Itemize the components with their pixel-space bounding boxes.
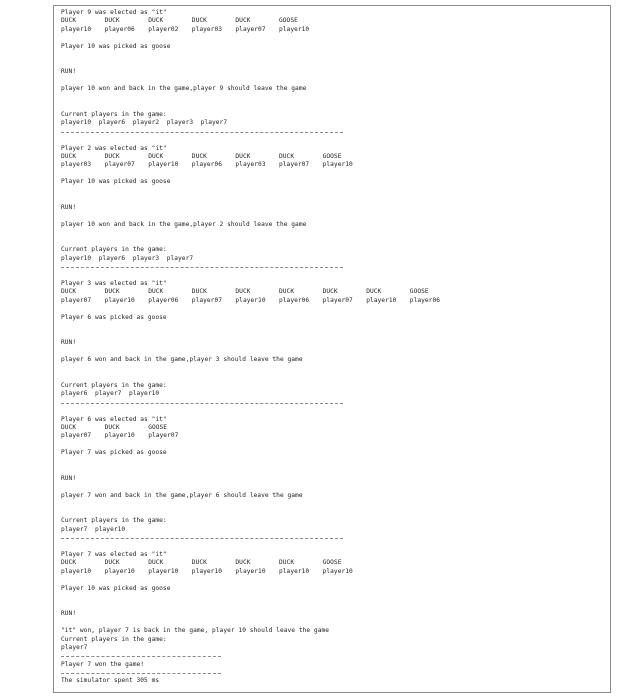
players-row-cell: player07 [191,296,222,304]
roles-row-cell: DUCK [235,17,251,25]
separator-line [61,128,601,136]
roles-row-cell: DUCK [104,288,120,296]
roles-row-cell: DUCK [191,288,207,296]
spacer [61,186,601,203]
run-line: RUN! [61,339,77,347]
roles-row-cell: DUCK [279,288,295,296]
current-players-list: player6 player7 player10 [61,390,160,398]
spacer [61,348,601,357]
roles-row-cell: DUCK [235,288,251,296]
players-row-cell: player10 [366,296,397,304]
spacer [61,322,601,339]
players-row-cell: player07 [104,161,135,169]
roles-row-cell: GOOSE [409,288,429,296]
roles-row [61,424,601,432]
players-row-cell: player10 [279,567,310,575]
roles-row-cell: DUCK [279,559,295,567]
spacer [61,94,601,111]
spacer [61,212,601,221]
roles-row-cell: DUCK [148,288,164,296]
roles-row-cell: DUCK [191,559,207,567]
result-line: player 10 won and back in the game,player 2 should leave the game [61,220,307,228]
roles-row-cell: DUCK [61,152,77,160]
roles-row-cell: DUCK [61,559,77,567]
roles-row-cell: DUCK [191,17,207,25]
picked-line: Player 10 was picked as goose [61,178,171,186]
spacer [61,457,601,474]
players-row [61,568,601,576]
players-row-cell: player03 [235,161,266,169]
spacer [61,407,601,416]
winner-line: Player 7 won the game! [61,660,145,668]
players-row-cell: player10 [61,25,92,33]
elected-line: Player 2 was elected as "it" [61,144,167,152]
spacer [61,305,601,314]
players-row-cell: player10 [191,567,222,575]
spacer [61,593,601,610]
roles-row-cell: DUCK [148,152,164,160]
roles-row-cell: DUCK [235,152,251,160]
spacer [61,136,601,145]
roles-row-cell: DUCK [191,152,207,160]
players-row-cell: player07 [322,296,353,304]
current-players-list: player7 player10 [61,525,126,533]
spacer [61,483,601,492]
current-players-label: Current players in the game: [61,110,167,118]
roles-row-cell: DUCK [104,152,120,160]
roles-row-cell: DUCK [235,559,251,567]
run-line: RUN! [61,203,77,211]
players-row-cell: player10 [148,161,179,169]
spacer [61,169,601,178]
spacer [61,440,601,449]
players-row-cell: player07 [61,296,92,304]
spacer [61,542,601,551]
players-row-cell: player07 [235,25,266,33]
current-players-list: player10 player6 player2 player3 player7 [61,119,228,127]
roles-row [61,288,601,296]
current-players-label: Current players in the game: [61,246,167,254]
roles-row-cell: GOOSE [148,423,168,431]
roles-row-cell: GOOSE [322,152,342,160]
elected-line: Player 3 was elected as "it" [61,280,167,288]
roles-row-cell: DUCK [104,17,120,25]
roles-row-cell: DUCK [61,17,77,25]
spacer [61,500,601,517]
players-row [61,161,601,169]
time-line: The simulator spent 305 ms [61,677,160,685]
result-line: player 10 won and back in the game,player 9 should leave the game [61,85,307,93]
separator-line [61,263,601,271]
players-row-cell: player03 [61,161,92,169]
players-row [61,297,601,305]
players-row-cell: player10 [322,161,353,169]
roles-row-cell: DUCK [61,288,77,296]
players-row [61,26,601,34]
players-row-cell: player06 [409,296,440,304]
players-row-cell: player03 [191,25,222,33]
current-players-label: Current players in the game: [61,517,167,525]
players-row-cell: player06 [279,296,310,304]
current-players-label: Current players in the game: [61,381,167,389]
players-row-cell: player10 [104,296,135,304]
roles-row-cell: GOOSE [279,17,298,25]
roles-row-cell: DUCK [61,423,77,431]
final-result-line: "it" won, player 7 is back in the game, player 10 should leave the game [61,627,330,635]
spacer [61,77,601,86]
roles-row-cell: DUCK [148,17,164,25]
separator-line [61,652,601,660]
elected-line: Player 9 was elected as "it" [61,9,167,16]
picked-line: Player 7 was picked as goose [61,449,167,457]
spacer [61,271,601,280]
run-line: RUN! [61,610,77,618]
players-row-cell: player10 [322,567,353,575]
roles-row [61,559,601,567]
players-row-cell: player06 [104,25,135,33]
separator-line [61,534,601,542]
players-row-cell: player07 [148,432,179,440]
players-row [61,432,601,440]
roles-row-cell: DUCK [366,288,382,296]
roles-row [61,153,601,161]
players-row-cell: player10 [235,567,266,575]
result-line: player 7 won and back in the game,player 6 should leave the game [61,491,303,499]
players-row-cell: player10 [104,567,135,575]
elected-line: Player 6 was elected as "it" [61,415,167,423]
current-players-list: player7 [61,643,88,651]
players-row-cell: player10 [104,432,135,440]
run-line: RUN! [61,68,77,76]
spacer [61,51,601,68]
roles-row-cell: DUCK [104,423,120,431]
players-row-cell: player10 [235,296,266,304]
players-row-cell: player07 [61,432,92,440]
roles-row [61,17,601,25]
picked-line: Player 10 was picked as goose [61,584,171,592]
players-row-cell: player10 [279,25,310,33]
roles-row-cell: DUCK [148,559,164,567]
roles-row-cell: DUCK [322,288,338,296]
spacer [61,365,601,382]
roles-row-cell: GOOSE [322,559,342,567]
players-row-cell: player06 [148,296,179,304]
spacer [61,34,601,43]
players-row-cell: player06 [191,161,222,169]
players-row-cell: player02 [148,25,179,33]
spacer [61,229,601,246]
console-output [61,9,601,685]
elected-line: Player 7 was elected as "it" [61,551,167,559]
roles-row-cell: DUCK [104,559,120,567]
separator-line [61,669,601,677]
spacer [61,619,601,628]
players-row-cell: player07 [279,161,310,169]
result-line: player 6 won and back in the game,player 3 should leave the game [61,356,303,364]
separator-line [61,399,601,407]
roles-row-cell: DUCK [279,152,295,160]
picked-line: Player 6 was picked as goose [61,313,167,321]
spacer [61,576,601,585]
players-row-cell: player10 [61,567,92,575]
run-line: RUN! [61,474,77,482]
current-players-list: player10 player6 player3 player7 [61,254,194,262]
picked-line: Player 10 was picked as goose [61,42,171,50]
players-row-cell: player10 [148,567,179,575]
current-players-label: Current players in the game: [61,635,167,643]
